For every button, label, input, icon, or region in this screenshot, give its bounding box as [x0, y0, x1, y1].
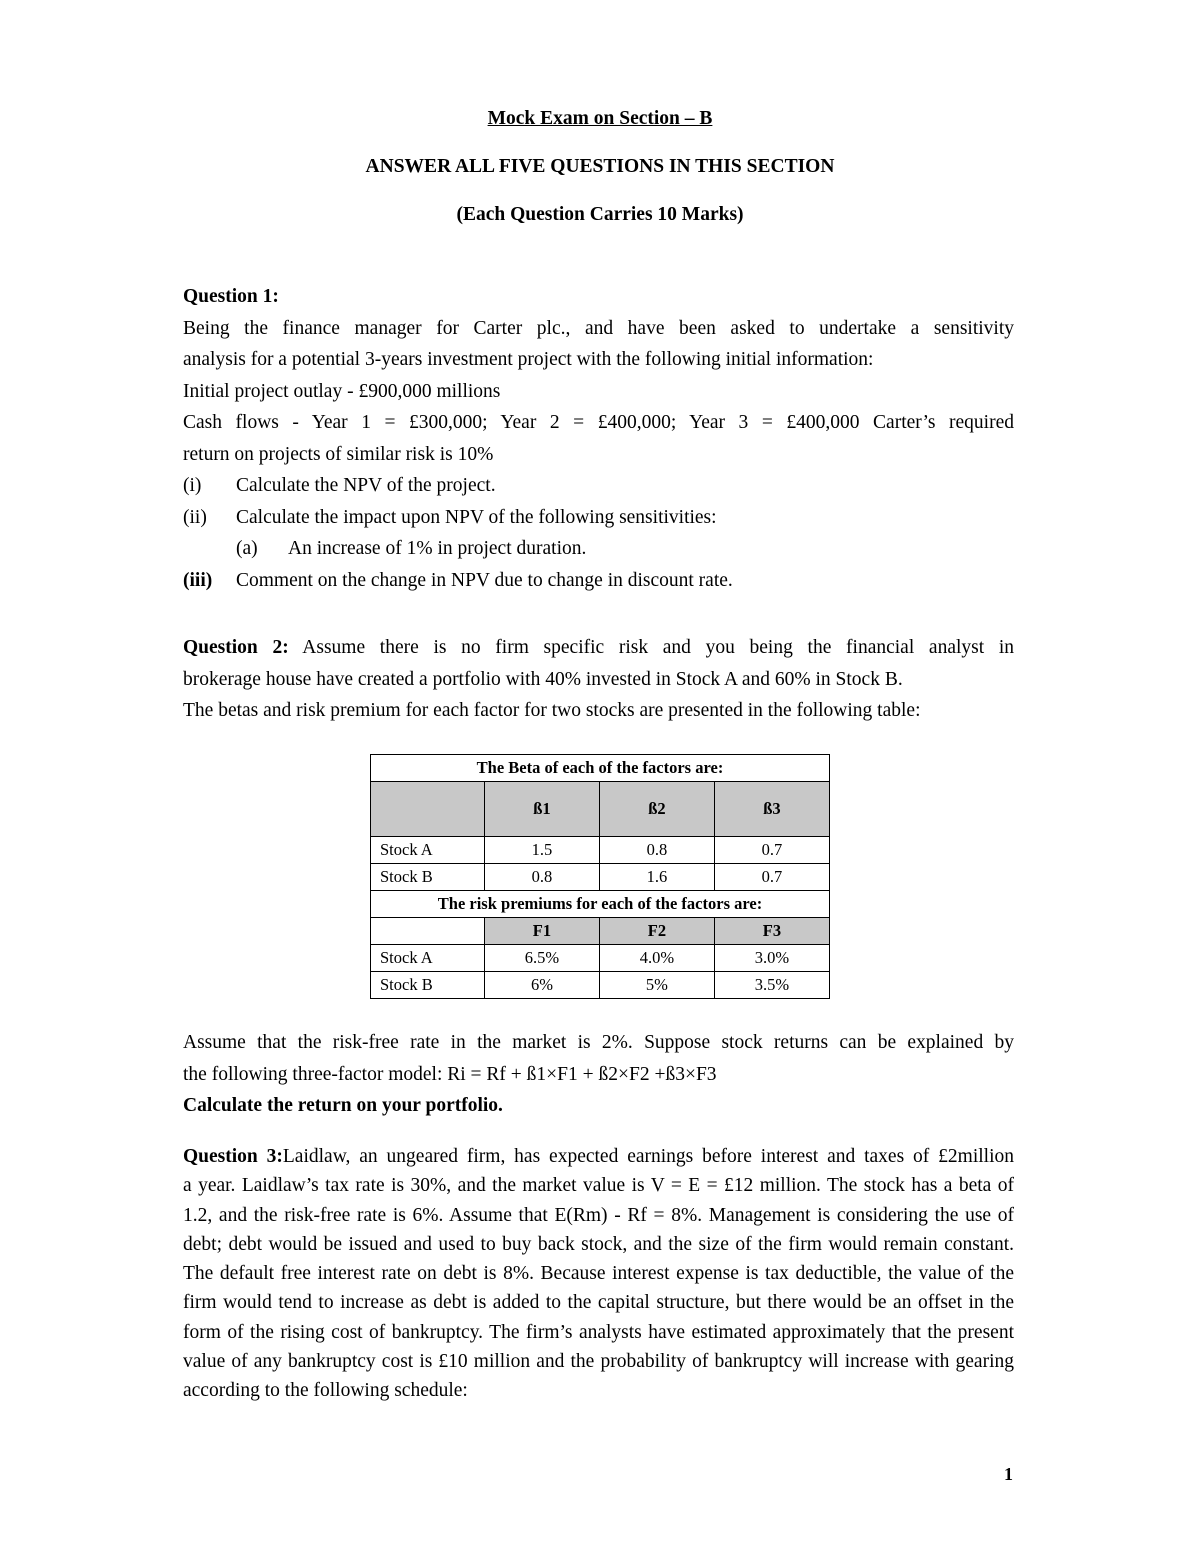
table-row	[371, 945, 830, 972]
question-2-task: Calculate the return on your portfolio.	[183, 1095, 503, 1116]
exam-marks: (Each Question Carries 10 Marks)	[456, 204, 744, 225]
row-label: Stock A	[371, 945, 485, 972]
table-cell: 0.8	[599, 837, 714, 864]
beta-header-cell: ß2	[599, 782, 714, 837]
exam-title: Mock Exam on Section – B	[487, 108, 713, 129]
premium-header-cell: F1	[485, 918, 600, 945]
table-cell: 0.7	[714, 864, 829, 891]
row-label: Stock B	[371, 864, 485, 891]
item-text: Calculate the NPV of the project.	[236, 475, 496, 496]
table-cell: 1.5	[485, 837, 600, 864]
question-2-formula: the following three-factor model: Ri = Rf + ß1×F1 + ß2×F2 +ß3×F3	[183, 1063, 717, 1085]
premium-header-cell: F2	[599, 918, 714, 945]
question-1-line: return on projects of similar risk is 10%	[183, 443, 494, 465]
question-1-item	[183, 470, 1014, 502]
table-cell: 6%	[485, 972, 600, 999]
question-3-line: The default free interest rate on debt is 8%. Because interest expense is tax deductible, the value of the	[183, 1263, 1014, 1285]
question-3-heading: Question 3:	[183, 1146, 283, 1167]
table-cell: 4.0%	[599, 945, 714, 972]
question-2-line: The betas and risk premium for each factor for two stocks are presented in the following table:	[183, 700, 921, 721]
question-1-line: Being the finance manager for Carter plc., and have been asked to undertake a sensitivity	[183, 317, 1014, 339]
question-3-line: 1.2, and the risk-free rate is 6%. Assume that E(Rm) - Rf = 8%. Management is considering the use of	[183, 1204, 1014, 1226]
question-1-subitem	[183, 533, 1014, 565]
item-text: Comment on the change in NPV due to change in discount rate.	[236, 569, 733, 591]
question-3-line: value of any bankruptcy cost is £10 million and the probability of bankruptcy will increase with gearing	[183, 1351, 1014, 1373]
table-row	[371, 972, 830, 999]
question-3-line: firm would tend to increase as debt is added to the capital structure, but there would be an offset in the	[183, 1292, 1014, 1314]
premium-table-title: The risk premiums for each of the factors are:	[371, 891, 830, 918]
beta-table-title: The Beta of each of the factors are:	[371, 755, 830, 782]
item-number: (a)	[236, 538, 258, 559]
question-1-line: Initial project outlay - £900,000 millions	[183, 380, 501, 402]
table-row	[371, 837, 830, 864]
blank-header-cell	[371, 782, 485, 837]
blank-header-cell	[371, 918, 485, 945]
item-number: (ii)	[183, 506, 207, 528]
table-cell: 6.5%	[485, 945, 600, 972]
question-3-line: form of the rising cost of bankruptcy. The firm’s analysts have estimated approximately that the present	[183, 1321, 1014, 1343]
item-number: (iii)	[183, 569, 213, 591]
question-3-line: debt; debt would be issued and used to buy back stock, and the size of the firm would remain constant.	[183, 1233, 1014, 1255]
question-3-line: according to the following schedule:	[183, 1380, 468, 1402]
item-number: (i)	[183, 475, 202, 496]
table-cell: 0.7	[714, 837, 829, 864]
question-2-text: Assume there is no firm specific risk and you being the financial analyst in	[288, 637, 1014, 658]
item-text: Calculate the impact upon NPV of the following sensitivities:	[236, 506, 717, 528]
question-1-heading: Question 1:	[183, 286, 279, 307]
question-2-heading: Question 2:	[183, 637, 289, 658]
question-2-line: Assume that the risk-free rate in the market is 2%. Suppose stock returns can be explained by	[183, 1032, 1014, 1053]
table-cell: 1.6	[599, 864, 714, 891]
question-3-text: Laidlaw, an ungeared firm, has expected earnings before interest and taxes of £2million	[282, 1146, 1014, 1167]
question-2-line	[183, 632, 1014, 664]
question-1-line: analysis for a potential 3-years investment project with the following initial information:	[183, 349, 874, 370]
exam-instruction: ANSWER ALL FIVE QUESTIONS IN THIS SECTION	[365, 156, 835, 177]
beta-header-cell: ß1	[485, 782, 600, 837]
factor-table	[370, 754, 830, 999]
question-1	[183, 281, 1014, 596]
row-label: Stock B	[371, 972, 485, 999]
question-3-line	[183, 1142, 1014, 1171]
page-number: 1	[1004, 1464, 1013, 1484]
row-label: Stock A	[371, 837, 485, 864]
question-1-item	[183, 565, 1014, 597]
table-cell: 5%	[599, 972, 714, 999]
table-row	[371, 864, 830, 891]
item-text: An increase of 1% in project duration.	[288, 538, 587, 559]
table-cell: 3.0%	[714, 945, 829, 972]
premium-header-cell: F3	[714, 918, 829, 945]
question-2	[183, 632, 1014, 727]
table-cell: 0.8	[485, 864, 600, 891]
question-2-continued	[183, 1027, 1014, 1122]
question-3-line: a year. Laidlaw’s tax rate is 30%, and the market value is V = E = £12 million. The stock has a beta of	[183, 1175, 1014, 1197]
question-2-line: brokerage house have created a portfolio with 40% invested in Stock A and 60% in Stock B.	[183, 668, 903, 690]
table-cell: 3.5%	[714, 972, 829, 999]
beta-header-cell: ß3	[714, 782, 829, 837]
question-1-line: Cash flows - Year 1 = £300,000; Year 2 = £400,000; Year 3 = £400,000 Carter’s required	[183, 412, 1014, 433]
question-3	[183, 1142, 1014, 1406]
question-1-item	[183, 502, 1014, 534]
